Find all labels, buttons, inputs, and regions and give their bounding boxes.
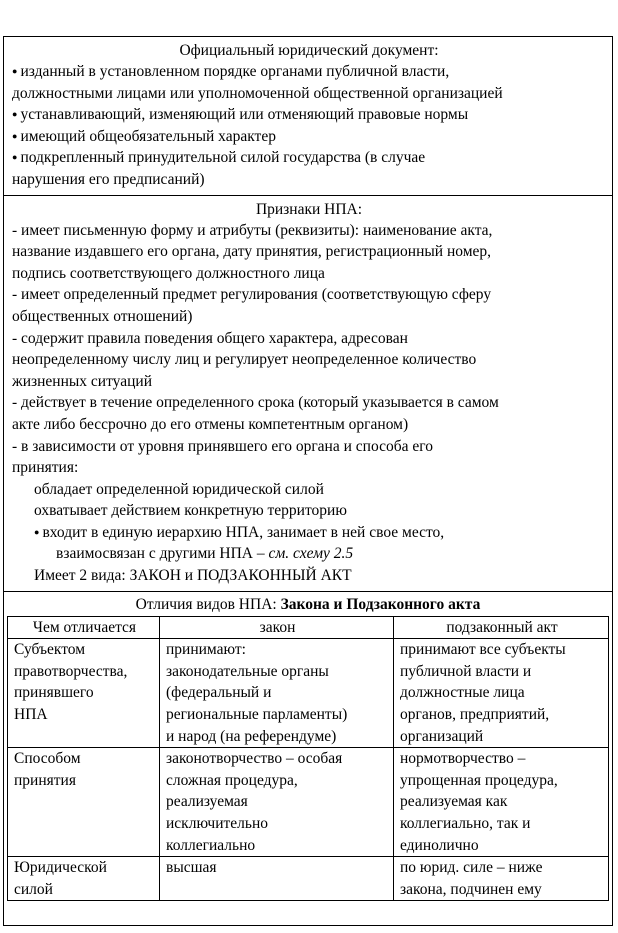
text-line: название издавшего его органа, дату принятия, регистрационный номер, xyxy=(12,243,492,261)
sub-bullet-text: взаимосвязан с другими НПА – xyxy=(56,545,265,563)
cell-line: Способом xyxy=(14,750,81,768)
bullet-item: ● имеющий общеобязательный характер xyxy=(12,126,606,148)
cell-line: правотворчества, xyxy=(14,662,128,680)
cell-line: Юридической xyxy=(14,859,107,877)
sub-bullet-item xyxy=(34,522,606,565)
title-bold: Закона и Подзаконного акта xyxy=(280,595,481,613)
cell-line: силой xyxy=(14,880,53,898)
document-frame xyxy=(3,36,613,926)
table-cell xyxy=(160,639,394,748)
cell-line: (федеральный и xyxy=(166,684,272,702)
cell-line: НПА xyxy=(14,706,48,724)
cell-line: должностные лица xyxy=(400,684,525,702)
text-line: жизненных ситуаций xyxy=(12,372,152,390)
text-line: - содержит правила поведения общего характера, адресован xyxy=(12,329,408,347)
section-official-document xyxy=(4,37,612,196)
cell-line: закона, подчинен ему xyxy=(400,880,542,898)
cell-line: коллегиально, так и xyxy=(400,815,531,832)
table-cell xyxy=(8,748,160,857)
cell-line: реализуемая xyxy=(166,793,248,811)
sub-bullet-continuation xyxy=(46,543,606,565)
bullet-item: ● устанавливающий, изменяющий или отменяющий правовые нормы xyxy=(12,104,606,126)
sub-bullet-item: обладает определенной юридической силой xyxy=(34,480,324,498)
text-line: - имеет определенный предмет регулирования (соответствующую сферу xyxy=(12,286,492,304)
text-line: - действует в течение определенного срока (который указывается в самом xyxy=(12,394,499,412)
title-normal: Отличия видов НПА: xyxy=(135,595,281,613)
text-line: - в зависимости от уровня принявшего его органа и способа его xyxy=(12,437,433,455)
text-line: - имеет письменную форму и атрибуты (реквизиты): наименование акта, xyxy=(12,221,493,239)
section-title xyxy=(7,594,609,615)
table-row xyxy=(8,639,609,748)
table-cell xyxy=(8,639,160,748)
table-cell xyxy=(394,857,609,901)
bullet-item: ● изданный в установленном порядке органами публичной власти, xyxy=(12,61,606,83)
sub-bullet-text: входит в единую иерархию НПА, занимает в ней свое место, xyxy=(42,523,445,541)
sub-bullet-item: охватывает действием конкретную территорию xyxy=(34,502,347,520)
cell-line: публичной власти и xyxy=(400,662,532,680)
text-line: акте либо бессрочно до его отмены компетентным органом) xyxy=(12,415,409,433)
cell-line: принятия xyxy=(14,771,76,789)
section-title: Официальный юридический документ: xyxy=(179,42,439,59)
section-npa-differences xyxy=(4,592,612,902)
cell-line: коллегиально xyxy=(166,836,256,854)
cell-line: высшая xyxy=(166,859,217,877)
cell-line: исключительно xyxy=(166,815,269,832)
cell-line: организаций xyxy=(400,727,484,745)
table-cell xyxy=(8,857,160,901)
table-cell xyxy=(394,748,609,857)
cell-line: принявшего xyxy=(14,684,94,702)
cell-line: единолично xyxy=(400,836,479,854)
differences-table xyxy=(7,616,609,902)
column-header: закон xyxy=(160,616,394,639)
table-row xyxy=(8,748,609,857)
text-line: подпись соответствующего должностного лица xyxy=(12,264,325,282)
cell-line: региональные парламенты) xyxy=(166,706,348,724)
table-cell xyxy=(394,639,609,748)
text-line: неопределенному числу лиц и регулирует неопределенное количество xyxy=(12,351,477,369)
sub-bullet-list xyxy=(12,479,606,587)
bullet-continuation: должностными лицами или уполномоченной общественной организацией xyxy=(12,84,503,102)
cell-line: упрощенная процедура, xyxy=(400,771,558,789)
cell-line: нормотворчество – xyxy=(400,750,526,768)
section-npa-features xyxy=(4,196,612,592)
table-cell xyxy=(160,748,394,857)
text-line: общественных отношений) xyxy=(12,307,193,325)
cell-line: принимают все субъекты xyxy=(400,641,566,659)
cell-line: реализуемая как xyxy=(400,793,508,811)
bullet-item: ● подкрепленный принудительной силой государства (в случае xyxy=(12,147,606,169)
cell-line: органов, предприятий, xyxy=(400,706,550,724)
sub-bullet-item: Имеет 2 вида: ЗАКОН и ПОДЗАКОННЫЙ АКТ xyxy=(34,567,352,585)
cell-line: Субъектом xyxy=(14,641,86,659)
cell-line: и народ (на референдуме) xyxy=(166,727,337,745)
column-header: подзаконный акт xyxy=(394,616,609,639)
table-header-row xyxy=(8,616,609,639)
column-header: Чем отличается xyxy=(8,616,160,639)
table-row xyxy=(8,857,609,901)
text-line: принятия: xyxy=(12,459,79,477)
cell-line: принимают: xyxy=(166,641,246,659)
section-title: Признаки НПА: xyxy=(255,200,363,218)
cell-line: законотворчество – особая xyxy=(166,750,343,768)
scheme-reference: см. схему 2.5 xyxy=(268,545,354,563)
cell-line: сложная процедура, xyxy=(166,771,298,789)
bullet-continuation: нарушения его предписаний) xyxy=(12,170,205,188)
cell-line: законодательные органы xyxy=(166,662,329,680)
cell-line: по юрид. силе – ниже xyxy=(400,859,543,877)
table-cell xyxy=(160,857,394,901)
